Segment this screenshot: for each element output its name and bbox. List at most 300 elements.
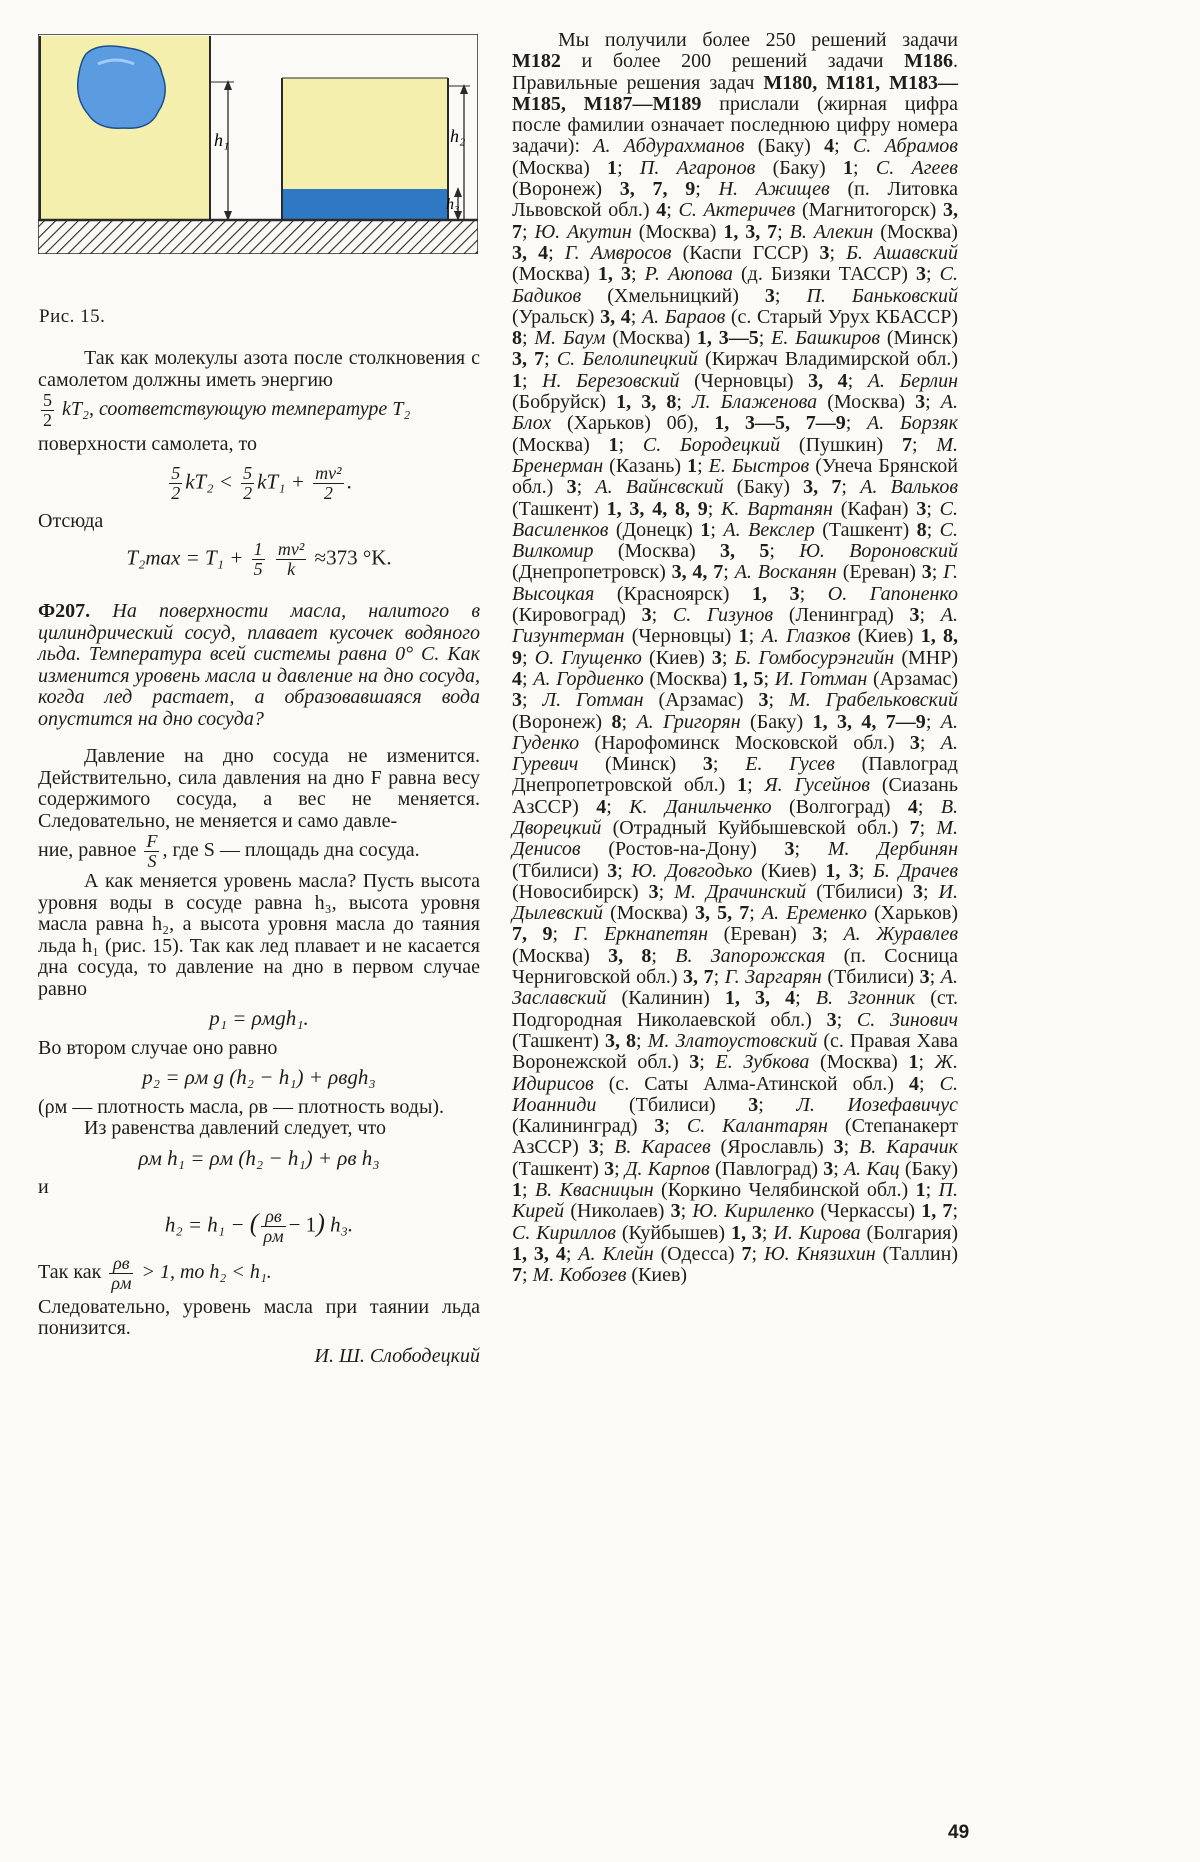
solver-entry: Я. Гусейнов (Сиазань АзССР) 4; [512,774,959,818]
solver-name: К. Данильченко [629,795,772,818]
solver-name: А. Гизунтерман [512,604,958,648]
solver-digits: 3 [566,476,577,499]
solver-name: С. Бородецкий [642,433,781,456]
solver-name: С. Бадиков [512,263,959,307]
solver-name: А. Глазков [761,625,851,648]
solver-name: А. Клейн [578,1242,654,1265]
solver-digits: 8 [611,710,622,733]
solver-digits: 3, 4, 7 [671,561,724,584]
h2-label: h₂ [450,126,466,146]
solver-name: В. Карасев [614,1136,711,1159]
solver-digits: 1 [738,625,749,648]
solver-place: (Москва) [512,944,609,967]
solver-place: (Москва) [603,902,695,925]
solver-digits: 3, 8 [608,944,652,967]
solver-entry: Л. Иозефавичус (Калининград) 3; [512,1093,958,1138]
solver-place: (Киржач Владимирской обл.) [697,348,959,371]
solver-digits: 1, 3, 4, 8, 9 [606,497,708,520]
solver-entry: Н. Березовский (Черновцы) 3, 4; [542,369,868,392]
solver-entry: Б. Драчев (Новосибирск) 3; [512,859,959,903]
solver-digits: 3 [919,966,930,989]
solver-digits: 3 [909,604,920,627]
solver-place: (Отрадный Куйбышевской обл.) [601,816,910,839]
solver-digits: 3 [641,604,652,627]
solver-digits: 1, 3, 4, 7—9 [812,710,926,733]
solver-name: С. Иоанниди [512,1072,958,1116]
solver-place: (Болгария) [860,1221,959,1244]
solver-entry: М. Грабельковский (Воронеж) 8; [512,689,958,733]
solver-digits: 3 [819,241,830,264]
solver-entry: М. Денисов (Ростов-на-Дону) 3; [512,816,959,861]
solver-entry: С. Гизунов (Ленинград) 3; [672,604,941,627]
solver-place: (Арзамас) [867,667,959,690]
solver-entry: А. Гизунтерман (Черновцы) 1; [512,604,958,648]
solver-entry: Р. Аюпова (д. Бизяки ТАССР) 3; [644,263,940,286]
solver-name: С. Вилкомир [512,518,958,563]
solver-name: Е. Гусев [745,753,835,776]
solver-name: К. Вартанян [721,497,833,520]
and-label: и [38,1176,49,1198]
solver-digits: 3, 4 [600,305,631,328]
equation-p1: p₁ = ρмgh₁. [209,1006,309,1030]
solver-digits: 3, 4 [808,369,848,392]
solver-digits: 3 [826,1008,837,1031]
solver-name: М. Бренерман [512,433,959,477]
solver-entry: М. Баум (Москва) 1, 3—5; [534,327,772,350]
solver-place: (Сиазань АзССР) [512,774,959,818]
solver-entry: С. Вилкомир (Москва) 3, 5; [512,518,958,563]
solver-digits: 8 [916,518,927,541]
solver-entry: А. Глазков (Киев) 1, 8, 9; [512,625,959,669]
solver-entry: Е. Быстров (Унеча Брянской обл.) 3; [512,454,959,499]
h1-label: h₁ [214,130,230,150]
solver-entry: Г. Еркнапетян (Ереван) 3; [573,923,844,946]
solver-entry: Ю. Акутин (Москва) 1, 3, 7; [534,220,790,243]
solver-digits: 1, 3 [825,859,859,882]
solver-digits: 3, 7 [803,476,842,499]
solver-place: (д. Бизяки ТАССР) [732,263,916,286]
solver-place: (МНР) [894,646,959,669]
solver-place: (Донецк) [608,518,701,541]
solver-place: (Тбилиси) [806,880,913,903]
solver-digits: 3 [607,859,618,882]
solver-entry: Б. Гомбосурэнгийн (МНР) 4; [512,646,959,690]
solver-entry: С. Бадиков (Хмельницкий) 3; [512,263,959,307]
solver-entry: А. Гордиенко (Москва) 1, 5; [533,667,775,690]
solver-place: (Ереван) [708,923,813,946]
solver-place: (Баку) [755,156,844,179]
solver-entry: Г. Высоцкая (Красноярск) 1, 3; [512,561,958,605]
left-column [38,348,480,1367]
solver-name: В. Квасницын [534,1179,654,1202]
solver-place: (Ростов-на-Дону) [580,838,785,861]
solver-digits: 1 [512,369,522,392]
solver-digits: 1, 3 [597,263,631,286]
solver-entry: К. Вартанян (Кафан) 3; [721,497,940,520]
solver-name: М. Грабельковский [789,689,958,712]
solver-digits: 1, 7 [921,1200,953,1223]
paragraph-energy-cont: $\frac{5}{2}$ kT₂, соответствующую температуре T₂ [43,390,411,430]
paragraph-second-case: Во втором случае оно равно [38,1036,278,1059]
solver-name: Ю. Акутин [534,220,632,243]
solver-digits: 3 [812,923,823,946]
solver-digits: 3 [921,561,932,584]
solver-entry: С. Абрамов (Москва) 1; [512,135,958,179]
solver-digits: 1, 3, 4 [724,987,796,1010]
solver-digits: 3 [670,1200,681,1223]
solver-digits: 3 [915,391,926,414]
solver-place: (Тбилиси) [512,859,608,882]
solver-place: (Ленинград) [773,604,910,627]
solver-place: (с. Старый Урух КБАССР) [725,305,958,328]
right-column: Мы получили более 250 решений задачи М182 и более 200 решений задачи М186. Правильные решения задач М180, М181, М183—М185, М187—М189 прислали (жирная цифра после фамилии означает последнюю цифру номера задачи): А. Абдурахманов (Баку) 4; С. Абрамов (Москва) 1; П. Агаронов (Баку) 1; С. Агеев (Воронеж) 3, 7, 9; Н. Ажищев (п. Литовка Львовской обл.) 4; С. Актеричев (Магнитогорск) 3, 7; Ю. Акутин (Москва) 1, 3, 7; В. Алекин (Москва) 3, 4; Г. Амвросов (Каспи ГССР) 3; Б. Ашавский (Москва) 1, 3; Р. Аюпова (д. Бизяки ТАССР) 3; С. Бадиков (Хмельницкий) 3; П. Баньковский (Уральск) 3, 4; А. Бараов (с. Старый Урух КБАССР) 8; М. Баум (Москва) 1, 3—5; Е. Башкиров (Минск) 3, 7; С. Белолипецкий (Киржач Владимирской обл.) 1; Н. Березовский (Черновцы) 3, 4; А. Берлин (Бобруйск) 1, 3, 8; Л. Блаженова (Москва) 3; А. Блох (Харьков) 0б), 1, 3—5, 7—9; А. Борзяк (Москва) 1; С. Бородецкий (Пушкин) 7; М. Бренерман (Казань) 1; Е. Быстров (Унеча Брянской обл.) 3; А. Вайнсвский (Баку) 3, 7; А. Вальков (Ташкент) 1, 3, 4, 8, 9; К. Вартанян (Кафан) 3; С. Василенков (Донецк) 1; А. Векслер (Ташкент) 8; С. Вилкомир (Москва) 3, 5; Ю. Вороновский (Днепропетровск) 3, 4, 7; А. Восканян (Ереван) 3; Г. Высоцкая (Красноярск) 1, 3; О. Гапоненко (Кировоград) 3; С. Гизунов (Ленинград) 3; А. Гизунтерман (Черновцы) 1; А. Глазков (Киев) 1, 8, 9; О. Глущенко (Киев) 3; Б. Гомбосурэнгийн (МНР) 4; А. Гордиенко (Москва) 1, 5; И. Готман (Арзамас) 3; Л. Готман (Арзамас) 3; М. Грабельковский (Воронеж) 8; А. Григорян (Баку) 1, 3, 4, 7—9; А. Гуденко (Нарофоминск Московской обл.) 3; А. Гуревич (Минск) 3; Е. Гусев (Павлоград Днепропетровской обл.) 1; Я. Гусейнов (Сиазань АзССР) 4; К. Данильченко (Волгоград) 4; В. Дворецкий (Отрадный Куйбышевской обл.) 7; М. Денисов (Ростов-на-Дону) 3; М. Дербинян (Тбилиси) 3; Ю. Довгодько (Киев) 1, 3; Б. Драчев (Новосибирск) 3; М. Драчинский (Тбилиси) 3; И. Дылевский (Москва) 3, 5, 7; А. Еременко (Харьков) 7, 9; Г. Еркнапетян (Ереван) 3; А. Журавлев (Москва) 3, 8; В. Запорожская (п. Сосница Черниговской обл.) 3, 7; Г. Заргарян (Тбилиси) 3; А. Заславский (Калинин) 1, 3, 4; В. Згонник (ст. Подгородная Николаевской обл.) 3; С. Зинович (Ташкент) 3, 8; М. Златоустовский (с. Правая Хава Воронежской обл.) 3; Е. Зубкова (Москва) 1; Ж. Идирисов (с. Саты Алма-Атинской обл.) 4; С. Иоанниди (Тбилиси) 3; Л. Иозефавичус (Калининград) 3; С. Калантарян (Степанакерт АзССР) 3; В. Карасев (Ярославль) 3; В. Карачик (Ташкент) 3; Д. Карпов (Павлоград) 3; А. Кац (Баку) 1; В. Квасницын (Коркино Челябинской обл.) 1; П. Кирей (Николаев) 3; Ю. Кириленко (Черкассы) 1, 7; С. Кириллов (Куйбышев) 1, 3; И. Кирова (Болгария) 1, 3, 4; А. Клейн (Одесса) 7; Ю. Князихин (Таллин) 7; М. Кобозев (Киев) [512,29,959,1287]
solver-digits: 3 [648,880,659,903]
solver-name: А. Бараов [641,305,726,328]
solver-place: (Нарофоминск Московской обл.) [579,731,910,754]
solver-place: (Москва) [817,391,916,414]
solver-name: А. Векслер [723,518,815,541]
solver-place: (Минск) [578,753,703,776]
solver-name: Е. Башкиров [771,327,881,350]
solver-name: П. Кирей [512,1179,958,1223]
solver-name: И. Готман [774,667,868,690]
solver-digits: 7 [909,816,920,839]
solver-place: (Ереван) [836,561,922,584]
equation-h2: h₂ = h₁ − ( $\frac{\rho в}{\rho м}$ − 1) h₃. [164,1205,354,1246]
solver-digits: 1 [737,774,748,797]
solver-entry: И. Кирова (Болгария) 1, 3, 4; [512,1221,959,1265]
solver-entry: Ю. Князихин (Таллин) 7; [512,1242,958,1287]
solver-digits: 3 [512,689,522,712]
solver-entry: Г. Заргарян (Тбилиси) 3; [724,966,941,989]
paragraph-level: А как меняется уровень масла? Пусть высота уровня воды в сосуде равна h₃, высота уровня масла равна h₂, а высота уровня масла до таяния льда h₁ (рис. 15). Так как лед плавает и не касается дна сосуда, то давление на дно в первом случае равно [38,870,480,1000]
solver-digits: 4 [596,795,607,818]
solver-name: А. Заславский [512,966,958,1010]
solver-name: Ю. Вороновский [799,540,959,563]
solver-name: Я. Гусейнов [764,774,870,797]
solver-entry: В. Згонник (ст. Подгородная Николаевской обл.) 3; [512,987,958,1031]
solver-digits: 1 [607,156,618,179]
solver-place: (Красноярск) [594,582,753,605]
solver-digits: 8 [512,327,522,350]
solver-place: (Волгоград) [771,795,908,818]
paragraph-energy: Так как молекулы азота после столкновения с самолетом должны иметь энергию [38,347,480,391]
solver-place: (Хмельницкий) [581,284,765,307]
solver-entry: М. Златоустовский (с. Правая Хава Воронежской обл.) 3; [512,1029,958,1074]
paragraph-pressure-cont: ние, равное $\frac{F}{S}$ , где S — площадь дна сосуда. [38,831,420,871]
solver-place: (Ташкент) [512,497,607,520]
solver-digits: 3 [758,689,769,712]
solver-entry: А. Векслер (Ташкент) 8; [723,518,940,541]
solver-place: (Уральск) [512,305,601,328]
solver-name: А. Берлин [867,369,959,392]
formula-inequality: $\frac{5}{2}$ kT₂ < $\frac{5}{2}$ kT₁ + $\frac{\text{mv²}}{2}$ . [171,462,352,503]
solver-name: С. Актеричев [678,199,796,222]
solver-name: А. Борзяк [867,412,958,435]
solver-digits: 3 [702,753,713,776]
solver-name: Ю. Князихин [763,1242,876,1265]
solver-entry: С. Белолипецкий (Киржач Владимирской обл.) 1; [512,348,959,392]
solver-entry: О. Глущенко (Киев) 3; [534,646,735,669]
page-number: 49 [948,1822,970,1843]
solver-digits: 1, 3—5, 7—9 [714,412,846,435]
solver-place: (Черновцы) [679,369,809,392]
solver-digits: 4 [907,795,918,818]
solver-place: (Москва) [593,540,720,563]
solver-name: М. Златоустовский [647,1029,818,1052]
solver-digits: 3 [912,880,923,903]
solver-digits: 1 [608,433,619,456]
solver-name: А. Журавлев [843,923,959,946]
solver-name: С. Белолипецкий [556,348,698,371]
solver-place: (с. Правая Хава Воронежской обл.) [512,1029,958,1074]
solver-digits: 3 [711,646,722,669]
solver-place: (Москва) [631,220,724,243]
solver-name: И. Дылевский [512,880,958,925]
solver-digits: 3 [764,284,775,307]
solver-entry: С. Зинович (Ташкент) 3, 8; [512,1008,958,1052]
solver-entry: Ю. Довгодько (Киев) 1, 3; [631,859,874,882]
solver-place: (Ташкент) [814,518,917,541]
solver-entry: В. Алекин (Москва) 3, 4; [512,220,958,264]
oil-right [282,78,448,189]
solver-entry: Л. Готман (Арзамас) 3; [542,689,790,712]
solver-name: О. Глущенко [534,646,642,669]
solver-name: В. Карачик [859,1136,959,1159]
formula-t2max: T₂max = T₁ + $\frac{1}{5}$ $\frac{\text{mv²}}{k}$ ≈373 °K. [126,539,392,579]
solver-entry: Ж. Идирисов (с. Саты Алма-Атинской обл.) 4; [512,1051,958,1095]
solver-place: (Арзамас) [643,689,759,712]
solver-name: С. Зинович [856,1008,958,1031]
solver-place: (Куйбышев) [615,1221,731,1244]
solver-place: (Казань) [603,454,688,477]
solver-name: М. Дербинян [827,838,958,861]
paragraph-equality: Из равенства давлений следует, что [84,1117,387,1139]
solver-digits: 1, 3 [752,582,800,605]
solver-entry: А. Гуревич (Минск) 3; [512,731,958,776]
figure-15 [38,34,478,254]
solver-name: В. Згонник [815,987,916,1010]
solver-digits: 1, 8, 9 [512,625,959,669]
solver-name: Г. Высоцкая [512,561,958,605]
solver-name: В. Дворецкий [512,795,959,839]
solver-entry: И. Готман (Арзамас) 3; [512,667,959,712]
solver-place: (Ташкент) [512,1029,605,1052]
solver-entry: М. Дербинян (Тбилиси) 3; [512,838,958,882]
water-right [282,189,448,219]
solver-name: Г. Амвросов [564,241,672,264]
solver-name: А. Вайнсвский [595,476,724,499]
solver-place: (Павлоград Днепропетровской обл.) [512,753,958,797]
solver-digits: 3 [916,263,926,286]
solver-place: (Киев) [641,646,712,669]
solver-name: И. Кирова [773,1221,861,1244]
solver-entry: Б. Ашавский (Москва) 1, 3; [512,241,958,286]
solver-entry: С. Агеев (Воронеж) 3, 7, 9; [512,156,958,201]
solver-entry: Д. Карпов (Павлоград) 3; [624,1157,844,1180]
solver-place: (Бобруйск) [512,391,617,414]
solver-entry: П. Баньковский (Уральск) 3, 4; [512,284,958,328]
paragraph-since: Так как $\frac{\rho в}{\rho м}$ > 1, то h₂ < h₁. [38,1252,272,1293]
solver-name: Ю. Довгодько [631,859,753,882]
solver-digits: 4 [656,199,667,222]
solver-entry: А. Гуденко (Нарофоминск Московской обл.) 3; [512,710,958,754]
solver-place: (Москва) [643,667,733,690]
equation-balance: ρм h₁ = ρм (h₂ − h₁) + ρв h₃ [138,1145,380,1170]
solver-name: Е. Зубкова [715,1051,810,1074]
solver-name: Л. Блаженова [692,391,818,414]
solver-entry [533,1264,688,1286]
solver-name: С. Кириллов [512,1221,616,1244]
solver-digits: 1 [687,454,698,477]
solver-name: М. Драчинский [674,880,807,903]
solver-entry: Н. Ажищев (п. Литовка Львовской обл.) 4; [512,178,959,222]
solver-digits: 3 [833,1136,844,1159]
solver-name: Б. Ашавский [846,241,958,264]
solver-name: Б. Драчев [873,859,959,882]
solver-entry: В. Карасев (Ярославль) 3; [614,1136,860,1159]
solver-digits: 3, 7, 9 [619,178,696,201]
solver-entry: К. Данильченко (Волгоград) 4; [629,795,941,818]
solver-place: (Калининград) [512,1115,655,1138]
solver-entry: П. Агаронов (Баку) 1; [639,156,876,179]
solver-digits: 3 [588,1136,599,1159]
solver-entry: П. Кирей (Николаев) 3; [512,1179,958,1223]
solver-name: Л. Готман [542,689,644,712]
problem-f207: Ф207. На поверхности масла, налитого в цилиндрический сосуд, плавает кусочек водяного льда. Температура всей системы равна 0° С. Как изменится уровень масла и давление на дно сосуда, когда лед растает, а образовавшаяся вода опустится на дно сосуда? [38,600,480,730]
solver-digits: 7 [741,1242,752,1265]
solver-entry: А. Заславский (Калинин) 1, 3, 4; [512,966,958,1010]
solver-place: (Таллин) [875,1242,958,1265]
solver-name: А. Блох [512,391,958,435]
solver-entry: А. Вайнсвский (Баку) 3, 7; [595,476,861,499]
solver-entry: Г. Амвросов (Каспи ГССР) 3; [564,241,847,264]
solver-name: Л. Иозефавичус [796,1093,958,1116]
solver-digits: 1, 5 [732,667,764,690]
solver-entry: А. Восканян (Ереван) 3; [734,561,944,584]
solver-digits: 1 [843,156,854,179]
solver-place: (Баку) [899,1157,958,1180]
solver-place: (Баку) [740,710,813,733]
solver-entry: А. Клейн (Одесса) 7; [578,1242,764,1265]
solver-name: Н. Ажищев [718,178,830,201]
solver-entry: В. Дворецкий (Отрадный Куйбышевской обл.) 7; [512,795,959,839]
solver-name: С. Абрамов [852,135,958,158]
solver-place: (с. Саты Алма-Атинской обл.) [593,1072,910,1095]
solver-place: (Москва) [512,156,608,179]
solver-place: (Каспи ГССР) [671,241,820,264]
solver-name: Ю. Кириленко [692,1200,815,1223]
solver-name: А. Вальков [860,476,958,499]
solvers-list [512,135,958,1286]
solver-place: (Москва) [809,1051,909,1074]
solver-digits: 3 [748,1093,759,1116]
solver-place: (Москва) [512,433,609,456]
solver-place: (Тбилиси) [596,1093,749,1116]
solver-place: (Ташкент) [512,1157,605,1180]
solver-name: А. Гуревич [512,731,958,776]
solver-place: (ст. Подгородная Николаевской обл.) [512,987,958,1031]
solver-entry: С. Иоанниди (Тбилиси) 3; [512,1072,958,1116]
solver-place: (Калинин) [606,987,725,1010]
solver-name: О. Гапоненко [827,582,958,605]
solver-name: С. Калантарян [686,1115,828,1138]
solver-entry: Ю. Вороновский (Днепропетровск) 3, 4, 7; [512,540,959,584]
solver-digits: 4 [512,667,522,690]
solver-entry: А. Берлин (Бобруйск) 1, 3, 8; [512,369,959,414]
solver-entry: С. Бородецкий (Пушкин) 7; [642,433,937,456]
solver-entry: А. Кац (Баку) 1; [512,1157,958,1202]
h3-label: h₃ [446,196,460,213]
solver-place: (Коркино Челябинской обл.) [653,1179,916,1202]
solver-entry: А. Блох (Харьков) 0б), 1, 3—5, 7—9; [512,391,958,435]
solver-digits: 1, 3, 7 [723,220,778,243]
solver-digits: 3 [654,1115,665,1138]
author-signature: И. Ш. Слободецкий [314,1344,480,1367]
solver-digits: 3, 4 [512,241,549,264]
solver-digits: 4 [909,1072,920,1095]
solver-digits: 1 [915,1179,926,1202]
solver-entry: А. Вальков (Ташкент) 1, 3, 4, 8, 9; [512,476,958,520]
solver-digits: 3 [823,1157,834,1180]
solver-place: (Магнитогорск) [795,199,943,222]
solver-entry: М. Драчинский (Тбилиси) 3; [674,880,939,903]
solver-name: В. Запорожская [675,944,826,967]
task-m182: М182 [512,50,561,73]
solver-entry: Е. Гусев (Павлоград Днепропетровской обл.) 1; [512,753,958,797]
solver-digits: 3, 7 [512,199,958,243]
solver-place: (п. Литовка Львовской обл.) [512,178,959,222]
solver-digits: 3 [689,1051,700,1074]
solver-name: М. Денисов [512,816,959,861]
solver-place: (Харьков) [867,902,959,925]
solver-place: (Тбилиси) [821,966,920,989]
solver-entry: С. Кириллов (Куйбышев) 1, 3; [512,1221,774,1244]
solver-digits: 1, 3 [730,1221,762,1244]
solver-name: Ж. Идирисов [512,1051,958,1095]
solver-name: М. Баум [534,327,606,350]
solver-entry: Е. Башкиров (Минск) 3, 7; [512,327,958,371]
solver-entry: А. Бараов (с. Старый Урух КБАССР) 8; [512,305,958,350]
task-list: М180, М181, М183—М185, М187—М189 [512,71,958,115]
solver-entry: В. Карачик (Ташкент) 3; [512,1136,959,1180]
solver-entry: С. Василенков (Донецк) 1; [512,497,959,541]
solver-place: (Николаев) [564,1200,671,1223]
solver-place: (Воронеж) [512,710,612,733]
solver-name: П. Агаронов [639,156,756,179]
solver-digits: 7 [512,1264,522,1287]
solver-entry: А. Григорян (Баку) 1, 3, 4, 7—9; [636,710,941,733]
solver-place: (Воронеж) [512,178,620,201]
solver-place: (Павлоград) [709,1157,824,1180]
solver-digits: 1, 3, 4 [512,1242,566,1265]
solver-name: А. Гордиенко [533,667,644,690]
solver-place: (Киев) [752,859,826,882]
solver-entry: М. Бренерман (Казань) 1; [512,433,959,477]
solver-place: (Баку) [744,135,825,158]
solver-name: Б. Гомбосурэнгийн [734,646,895,669]
solver-digits: 4 [824,135,835,158]
solver-place: (Ярославль) [710,1136,834,1159]
paragraph-pressure: Давление на дно сосуда не изменится. Действительно, сила давления на дно F равна весу содержимого сосуда, а вес не меняется. Следовательно, не меняется и само давле- [38,745,480,832]
solver-entry: А. Журавлев (Москва) 3, 8; [512,923,959,967]
solver-name: Г. Заргарян [724,966,822,989]
paragraph-densities: (ρм — плотность масла, ρв — плотность воды). [38,1095,445,1118]
solver-entry: В. Запорожская (п. Сосница Черниговской обл.) 3, 7; [512,944,958,989]
solver-name: А. Еременко [761,902,867,925]
solver-place: (Минск) [880,327,958,350]
solver-digits: 3 [784,838,795,861]
